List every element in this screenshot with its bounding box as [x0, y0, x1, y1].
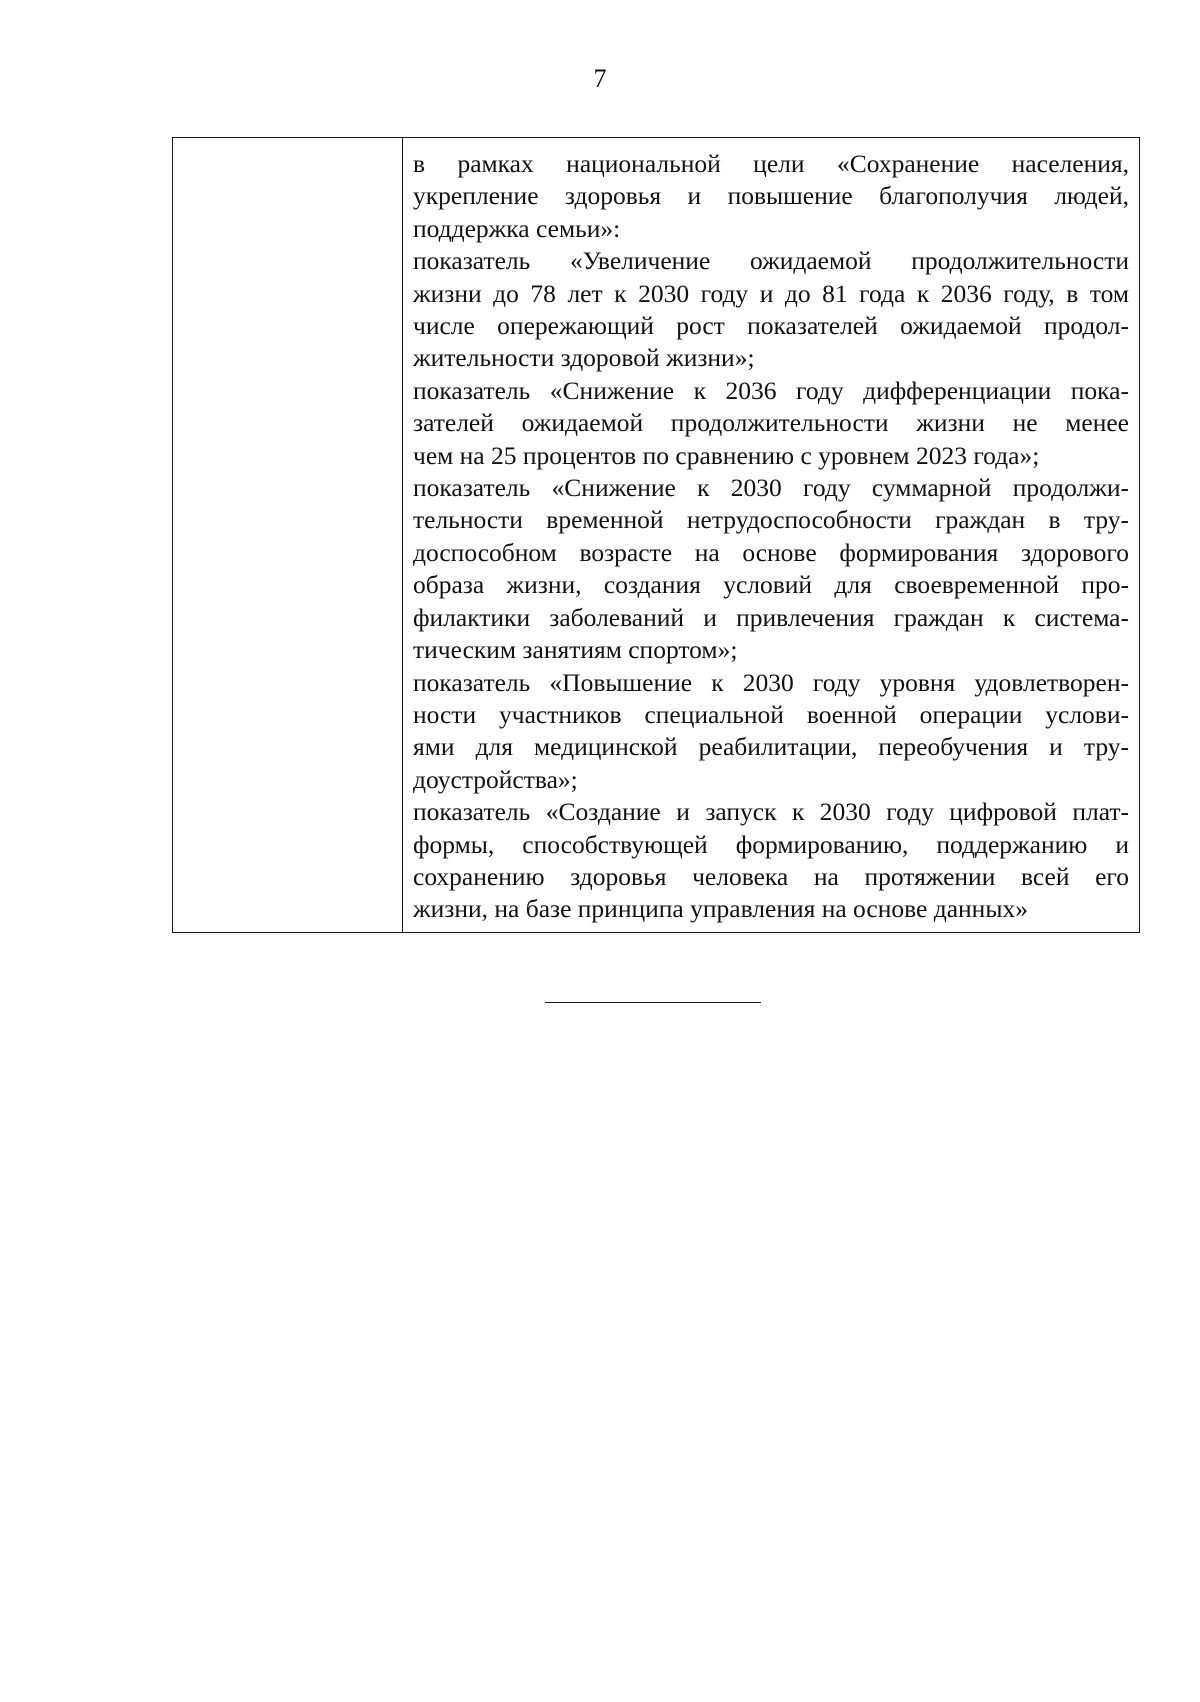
text-line: филактики заболеваний и привлечения граждан к система- [413, 602, 1129, 632]
text-line: жительности здоровой жизни»; [413, 343, 755, 373]
text-line: образа жизни, создания условий для своевременной про- [413, 570, 1129, 600]
text-line: доустройства»; [413, 764, 578, 794]
text-line: в рамках национальной цели «Сохранение населения, [413, 149, 1129, 178]
end-of-document-rule [545, 1002, 761, 1003]
text-line: показатель «Снижение к 2036 году дифференциации пока- [413, 375, 1129, 405]
table-row [173, 138, 1140, 933]
text-line: показатель «Создание и запуск к 2030 году цифровой плат- [413, 797, 1129, 827]
text-line: укрепление здоровья и повышение благополучия людей, [413, 181, 1129, 211]
text-line: показатель «Снижение к 2030 году суммарной продолжи- [413, 473, 1129, 503]
text-line: доспособном возрасте на основе формирования здорового [413, 537, 1129, 567]
text-line: показатель «Увеличение ожидаемой продолжительности [413, 246, 1129, 276]
text-line: тическим занятиям спортом»; [413, 635, 738, 665]
text-line: ями для медицинской реабилитации, переобучения и тру- [413, 732, 1129, 762]
indicators-text [413, 148, 1129, 926]
document-table [172, 137, 1140, 933]
text-line: тельности временной нетрудоспособности граждан в тру- [413, 505, 1129, 535]
text-line: формы, способствующей формированию, поддержанию и [413, 829, 1129, 859]
text-line: ности участников специальной военной операции услови- [413, 699, 1129, 729]
text-line: сохранению здоровья человека на протяжении всей его [413, 861, 1129, 891]
text-line: зателей ожидаемой продолжительности жизни не менее [413, 408, 1129, 438]
text-line: числе опережающий рост показателей ожидаемой продол- [413, 311, 1129, 341]
text-line: жизни, на базе принципа управления на основе данных» [413, 894, 1028, 924]
text-line: жизни до 78 лет к 2030 году и до 81 года к 2036 году, в том [413, 278, 1129, 308]
table-cell-indicators [403, 138, 1140, 933]
text-line: поддержка семьи»: [413, 213, 621, 243]
table-cell-left [173, 138, 403, 933]
text-line: чем на 25 процентов по сравнению с уровнем 2023 года»; [413, 440, 1040, 470]
page-number: 7 [593, 64, 607, 93]
text-line: показатель «Повышение к 2030 году уровня удовлетворен- [413, 667, 1129, 697]
